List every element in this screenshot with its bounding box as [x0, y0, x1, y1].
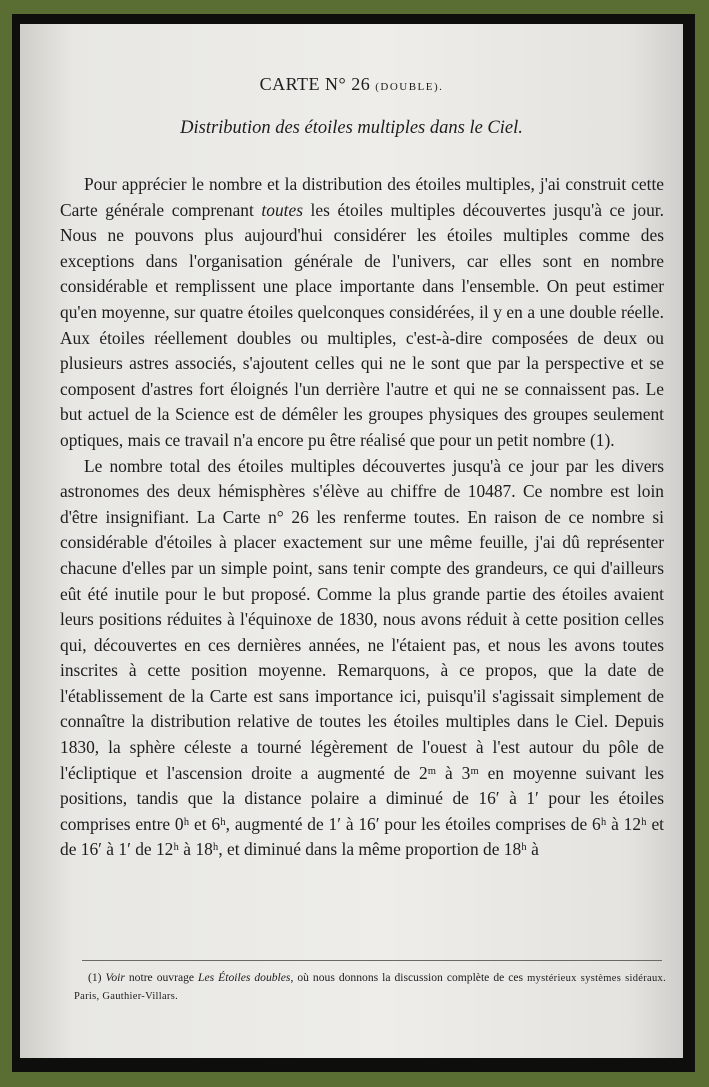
- footnote-text-1: notre ouvrage: [124, 971, 199, 984]
- paragraph-1-end: les étoiles multiples découvertes jusqu'à ce jour. Nous ne pouvons plus aujourd'hui considérer les étoiles multiples comme des exceptions dans l'organisation générale de l'univers, car elles sont en nombre considérable et remplissent une place importante dans l'ensemble. On peut estimer qu'en moyenne, sur quatre étoiles quelconques considérées, il y en a une double réelle. Aux étoiles réellement doubles ou multiples, c'est-à-dire composées de deux ou plusieurs astres associés, s'ajoutent celles qui ne le sont que par la perspective et se composent d'astres fort éloignés l'un derrière l'autre et qui ne se connaissent pas. Le but actuel de la Science est de démêler les groupes physiques des groupes seulement optiques, mais ce travail n'a encore pu être réalisé que pour un petit nombre (1).: [60, 199, 664, 450]
- paragraph-1: [60, 172, 664, 454]
- body-text: [60, 172, 664, 863]
- footnote-rule: [82, 960, 662, 961]
- footnote-text-3: mystérieux systèmes sidéraux.: [527, 973, 667, 984]
- footnote-voir: Voir: [105, 971, 125, 984]
- footnote: [74, 969, 666, 1005]
- footnote-marker: (1): [88, 971, 102, 984]
- book-page: [20, 24, 683, 1058]
- title-text: CARTE N° 26: [259, 74, 371, 94]
- footnote-publisher: Paris, Gauthier-Villars.: [74, 991, 179, 1002]
- footnote-book-title: Les Étoiles doubles: [198, 971, 291, 984]
- footnote-text-2: , où nous donnons la discussion complète de ces: [290, 971, 528, 984]
- title-note: (DOUBLE).: [375, 81, 444, 93]
- page-subtitle: Distribution des étoiles multiples dans le Ciel.: [180, 118, 523, 138]
- dark-photo-border: [12, 14, 695, 1072]
- page-title: [20, 74, 683, 95]
- paragraph-2: Le nombre total des étoiles multiples découvertes jusqu'à ce jour par les divers astronomes des deux hémisphères s'élève au chiffre de 10487. Ce nombre est loin d'être insignifiant. La Carte n° 26 les renferme toutes. En raison de ce nombre si considérable d'étoiles à placer exactement sur une même feuille, j'ai dû représenter chacune d'elles par un simple point, sans tenir compte des grandeurs, ce qui d'ailleurs eût été inutile pour le but proposé. Comme la plus grande partie des étoiles avaient leurs positions réduites à l'équinoxe de 1830, nous avons réduit à cette position celles qui, découvertes en ces dernières années, ne l'étaient pas, et nous les avons toutes inscrites à cette position moyenne. Remarquons, à ce propos, que la date de l'établissement de la Carte est sans importance ici, puisqu'il s'agissait simplement de connaître la distribution relative de toutes les étoiles multiples dans le Ciel. Depuis 1830, la sphère céleste a tourné légèrement de l'ouest à l'est autour du pôle de l'écliptique et l'ascension droite a augmenté de 2ᵐ à 3ᵐ en moyenne suivant les positions, tandis que la distance polaire a diminué de 16′ à 1′ pour les étoiles comprises entre 0ʰ et 6ʰ, augmenté de 1′ à 16′ pour les étoiles comprises de 6ʰ à 12ʰ et de 16′ à 1′ de 12ʰ à 18ʰ, et diminué dans la même proportion de 18ʰ à: [60, 455, 664, 860]
- paragraph-1-start: Pour apprécier le nombre et la distribution des étoiles multiples, j'ai construit cette Carte générale comprenant: [60, 174, 664, 220]
- emphasis-toutes: toutes: [261, 199, 303, 220]
